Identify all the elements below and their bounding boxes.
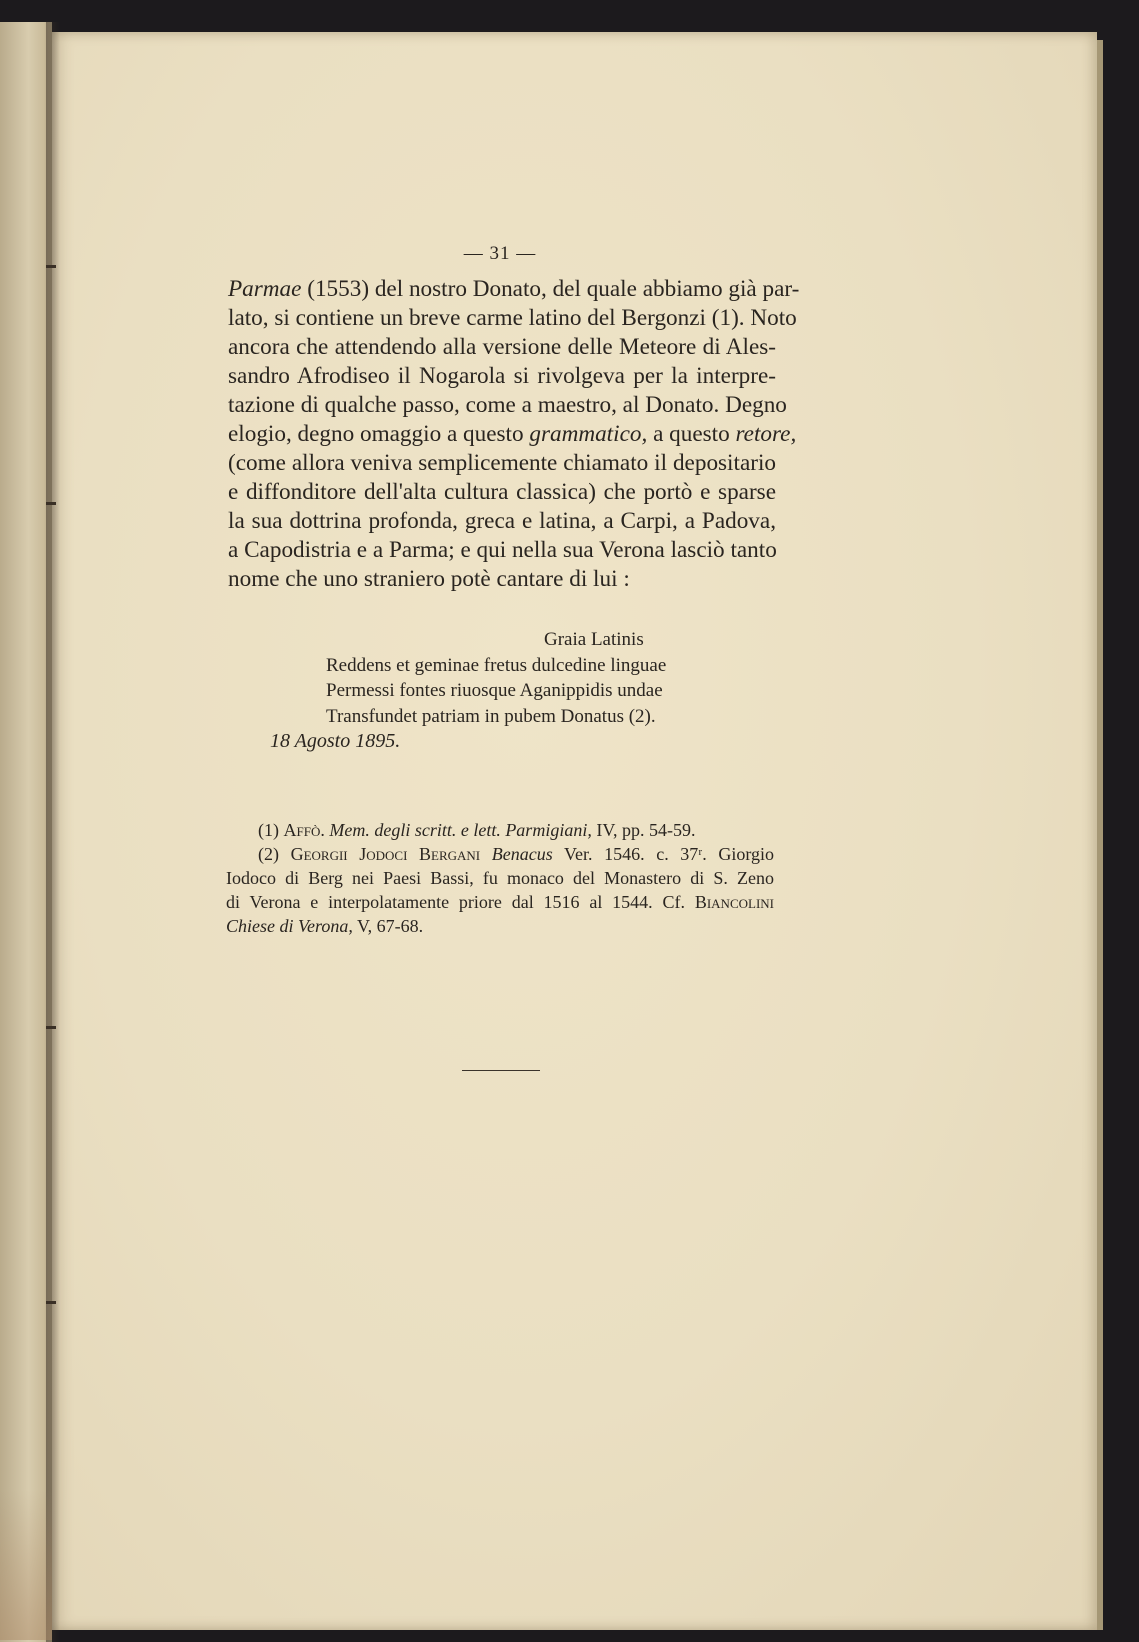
binding-thread-mark <box>46 502 56 505</box>
footnote-title: Chiese di Verona, <box>226 916 353 936</box>
footnote-author: Georgii Jodoci Bergani <box>290 844 481 864</box>
footnote-2-line <box>226 914 774 938</box>
paper-stain <box>0 1490 52 1640</box>
footnote-text: di Verona e interpolatamente priore dal 1516 al 1544. Cf. <box>226 892 695 912</box>
body-text-run: (1553) del nostro Donato, del quale abbiamo già par- <box>301 276 800 302</box>
body-text-run: elogio, degno omaggio a questo <box>228 421 530 447</box>
binding-thread-mark <box>46 1026 56 1029</box>
binding-thread-mark <box>46 1301 56 1304</box>
body-line <box>228 275 800 304</box>
footnote-1 <box>226 818 774 842</box>
end-rule <box>462 1070 540 1071</box>
latin-verse-quote <box>326 627 666 729</box>
footnotes <box>226 818 774 938</box>
body-paragraph <box>228 275 800 594</box>
verse-line: Reddens et geminae fretus dulcedine linguae <box>326 654 667 676</box>
body-line <box>228 420 797 449</box>
body-line: lato, si contiene un breve carme latino del Bergonzi (1). Noto <box>228 305 797 331</box>
verse-line: Permessi fontes riuosque Aganippidis undae <box>326 680 663 701</box>
body-line: e diffonditore dell'alta cultura classica) che portò e sparse <box>228 479 776 505</box>
footnote-text: V, 67-68. <box>352 916 424 936</box>
footnote-author: Biancolini <box>694 892 774 912</box>
binding-thread-mark <box>46 265 56 268</box>
verse-line: Transfundet patriam in pubem Donatus (2). <box>326 705 656 727</box>
footnote-author: Affò. <box>283 820 325 840</box>
left-page-edge <box>0 22 52 1642</box>
date-line: 18 Agosto 1895. <box>270 730 401 752</box>
italic-word: retore, <box>735 421 797 447</box>
body-line: a Capodistria e a Parma; e qui nella sua Verona lasciò tanto <box>228 537 777 563</box>
body-line: nome che uno straniero potè cantare di lui : <box>228 566 630 592</box>
footnote-title: Mem. degli scritt. e lett. Parmigiani, <box>324 820 592 840</box>
body-text-run: a questo <box>647 421 736 447</box>
footnote-2 <box>226 842 774 866</box>
footnote-2-line <box>226 890 774 914</box>
verse-line: Graia Latinis <box>544 629 644 650</box>
footnote-title: Benacus <box>480 844 553 864</box>
body-line: sandro Afrodiseo il Nogarola si rivolgeva per la interpre- <box>228 363 776 389</box>
footnote-text: Ver. 1546. c. 37ʳ. Giorgio <box>552 844 774 864</box>
footnote-text: IV, pp. 54-59. <box>591 820 696 840</box>
right-page-edge <box>1097 40 1103 1630</box>
body-line: la sua dottrina profonda, greca e latina, a Carpi, a Padova, <box>228 508 776 534</box>
footnote-2-line: Iodoco di Berg nei Paesi Bassi, fu monaco del Monastero di S. Zeno <box>226 868 774 888</box>
body-line: (come allora veniva semplicemente chiamato il depositario <box>228 450 776 476</box>
body-line: ancora che attendendo alla versione delle Meteore di Ales- <box>228 334 776 360</box>
italic-word: Parmae <box>228 276 302 302</box>
body-line: tazione di qualche passo, come a maestro, al Donato. Degno <box>228 392 787 418</box>
footnote-number: (2) <box>258 844 291 864</box>
footnote-number: (1) <box>258 820 284 840</box>
page-number: — 31 — <box>463 243 537 264</box>
italic-word: grammatico, <box>529 421 648 447</box>
